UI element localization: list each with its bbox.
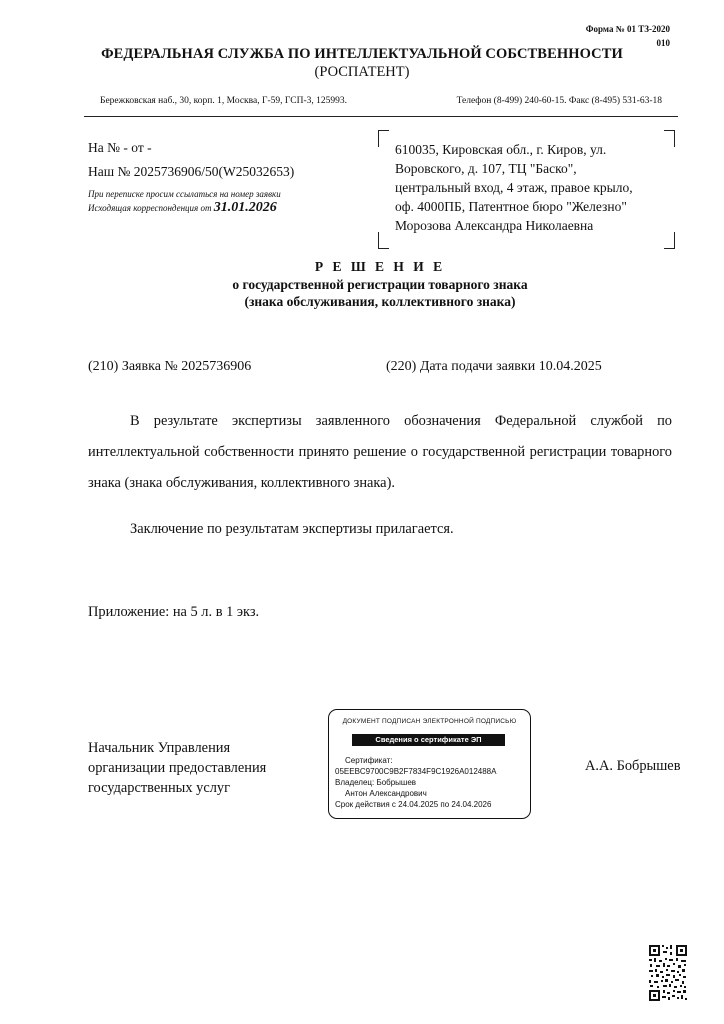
note-line-2 xyxy=(88,201,281,215)
address-corner-bottom-left xyxy=(378,232,389,249)
your-reference: На № - от - xyxy=(88,140,152,155)
our-reference: Наш № 2025736906/50(W25032653) xyxy=(88,164,295,179)
agency-phone: Телефон (8-499) 240-60-15. Факс (8-495) 531-63-18 xyxy=(456,96,662,106)
recipient-line: Морозова Александра Николаевна xyxy=(395,218,594,233)
position-line: организации предоставления xyxy=(88,760,267,776)
note-line-1: При переписке просим ссылаться на номер заявки xyxy=(88,189,281,199)
qr-code-icon xyxy=(648,944,688,1002)
stamp-header: ДОКУМЕНТ ПОДПИСАН ЭЛЕКТРОННОЙ ПОДПИСЬЮ xyxy=(342,718,517,725)
recipient-line: центральный вход, 4 этаж, правое крыло, xyxy=(395,180,633,195)
references-block xyxy=(88,136,294,184)
agency-name: ФЕДЕРАЛЬНАЯ СЛУЖБА ПО ИНТЕЛЛЕКТУАЛЬНОЙ СОБСТВЕННОСТИ xyxy=(101,46,623,62)
conclusion-text: Заключение по результатам экспертизы прилагается. xyxy=(130,521,454,537)
position-line: государственных услуг xyxy=(88,780,230,796)
document-title: Р Е Ш Е Н И Е xyxy=(314,259,446,274)
note-prefix: Исходящая корреспонденция от xyxy=(88,203,212,213)
cert-label: Сертификат: xyxy=(345,756,393,765)
owner-label: Владелец: Бобрышев xyxy=(335,778,417,787)
address-corner-top-left xyxy=(378,130,389,147)
certificate-info-bar: Сведения о сертификате ЭП xyxy=(352,734,505,746)
form-number-label: Форма № 01 ТЗ-2020 xyxy=(585,24,670,34)
validity-period: Срок действия с 24.04.2025 по 24.04.2026 xyxy=(335,800,492,809)
owner-name: Антон Александрович xyxy=(345,789,427,798)
recipient-line: 610035, Кировская обл., г. Киров, ул. xyxy=(395,142,607,157)
document-subtitle xyxy=(0,276,724,310)
form-code: 010 xyxy=(656,38,670,48)
recipient-line: оф. 4000ПБ, Патентное бюро "Железно" xyxy=(395,199,627,214)
stamp-details xyxy=(335,755,496,810)
header-divider xyxy=(84,116,678,117)
filing-date: (220) Дата подачи заявки 10.04.2025 xyxy=(386,359,602,374)
outgoing-date: 31.01.2026 xyxy=(213,200,277,215)
signer-name: А.А. Бобрышев xyxy=(585,758,681,774)
recipient-line: Воровского, д. 107, ТЦ "Баско", xyxy=(395,161,577,176)
application-number: (210) Заявка № 2025736906 xyxy=(88,359,252,374)
correspondence-note xyxy=(88,187,281,215)
subtitle-line-1: о государственной регистрации товарного знака xyxy=(232,277,528,292)
electronic-signature-stamp xyxy=(328,709,531,819)
cert-number: 05EEBC9700C9B2F7834F9C1926A012488A xyxy=(335,767,497,776)
attachment-text: Приложение: на 5 л. в 1 экз. xyxy=(88,604,260,620)
agency-short-name: (РОСПАТЕНТ) xyxy=(314,64,410,80)
decision-body: В результате экспертизы заявленного обозначения Федеральной службой по интеллектуальной собственности принято решение о государственной регистрации товарного знака (знака обслуживания, коллективного знака). xyxy=(88,413,672,491)
recipient-address xyxy=(395,140,675,235)
signer-position xyxy=(88,738,266,798)
agency-address: Бережковская наб., 30, корп. 1, Москва, Г-59, ГСП-3, 125993. xyxy=(100,96,348,106)
position-line: Начальник Управления xyxy=(88,740,231,756)
subtitle-line-2: (знака обслуживания, коллективного знака) xyxy=(244,294,516,309)
